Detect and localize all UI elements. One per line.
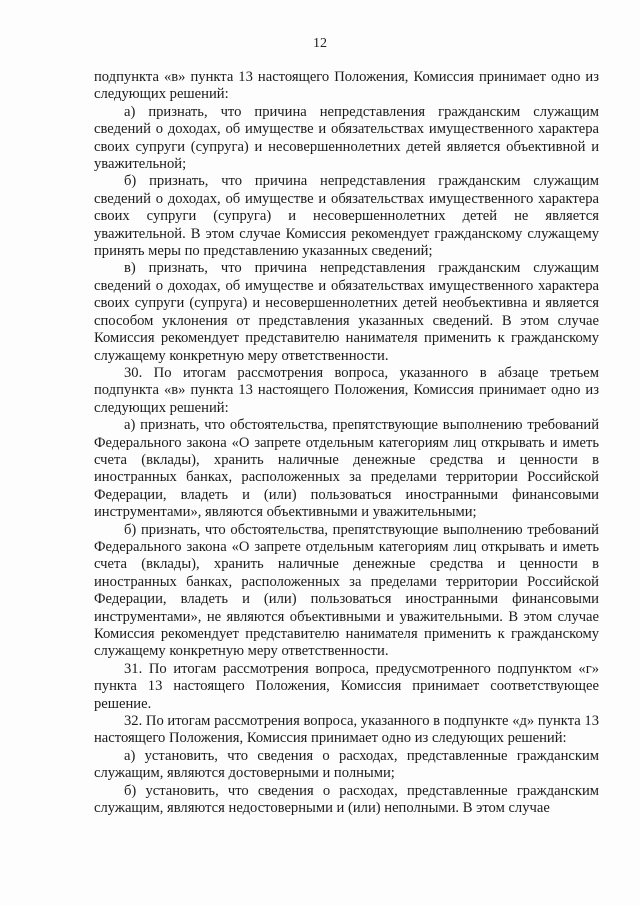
- paragraph-29c: в) признать, что причина непредставления гражданским служащим сведений о доходах, об имуществе и обязательствах имущественного характера своих супруги (супруга) и несовершеннолетних детей необъективна и является способом уклонения от представления указанных сведений. В этом случае Комиссия рекомендует представителю нанимателя применить к гражданскому служащему конкретную меру ответственности.: [94, 260, 599, 364]
- paragraph-29a: а) признать, что причина непредставления гражданским служащим сведений о доходах, об имуществе и обязательствах имущественного характера своих супруги (супруга) и несовершеннолетних детей является объективной и уважительной;: [94, 103, 599, 173]
- paragraph-32b: б) установить, что сведения о расходах, представленные гражданским служащим, являются недостоверными и (или) неполными. В этом случае: [94, 782, 599, 817]
- paragraph-continuation: подпункта «в» пункта 13 настоящего Положения, Комиссия принимает одно из следующих решений:: [94, 69, 599, 103]
- paragraph-30b: б) признать, что обстоятельства, препятствующие выполнению требований Федерального закона «О запрете отдельным категориям лиц открывать и иметь счета (вклады), хранить наличные денежные средства и ценности в иностранных банках, расположенных за пределами территории Российской Федерации, владеть и (или) пользоваться иностранными финансовыми инструментами», не являются объективными и уважительными. В этом случае Комиссия рекомендует представителю нанимателя применить к гражданскому служащему конкретную меру ответственности.: [94, 521, 599, 660]
- paragraph-32a: а) установить, что сведения о расходах, представленные гражданским служащим, являются достоверными и полными;: [94, 747, 599, 782]
- paragraph-31: 31. По итогам рассмотрения вопроса, предусмотренного подпунктом «г» пункта 13 настоящего Положения, Комиссия принимает соответствующее решение.: [94, 660, 599, 712]
- page-number: 12: [313, 36, 327, 51]
- paragraph-30a: а) признать, что обстоятельства, препятствующие выполнению требований Федерального закона «О запрете отдельным категориям лиц открывать и иметь счета (вклады), хранить наличные денежные средства и ценности в иностранных банках, расположенных за пределами территории Российской Федерации, владеть и (или) пользоваться иностранными финансовыми инструментами», являются объективными и уважительными;: [94, 417, 599, 521]
- paragraph-30: 30. По итогам рассмотрения вопроса, указанного в абзаце третьем подпункта «в» пункта 13 настоящего Положения, Комиссия принимает одно из следующих решений:: [94, 364, 599, 416]
- document-body: [94, 69, 599, 817]
- paragraph-29b: б) признать, что причина непредставления гражданским служащим сведений о доходах, об имуществе и обязательствах имущественного характера своих супруги (супруга) и несовершеннолетних детей не является уважительной. В этом случае Комиссия рекомендует гражданскому служащему принять меры по представлению указанных сведений;: [94, 173, 599, 260]
- paragraph-32: 32. По итогам рассмотрения вопроса, указанного в подпункте «д» пункта 13 настоящего Положения, Комиссия принимает одно из следующих решений:: [94, 713, 599, 747]
